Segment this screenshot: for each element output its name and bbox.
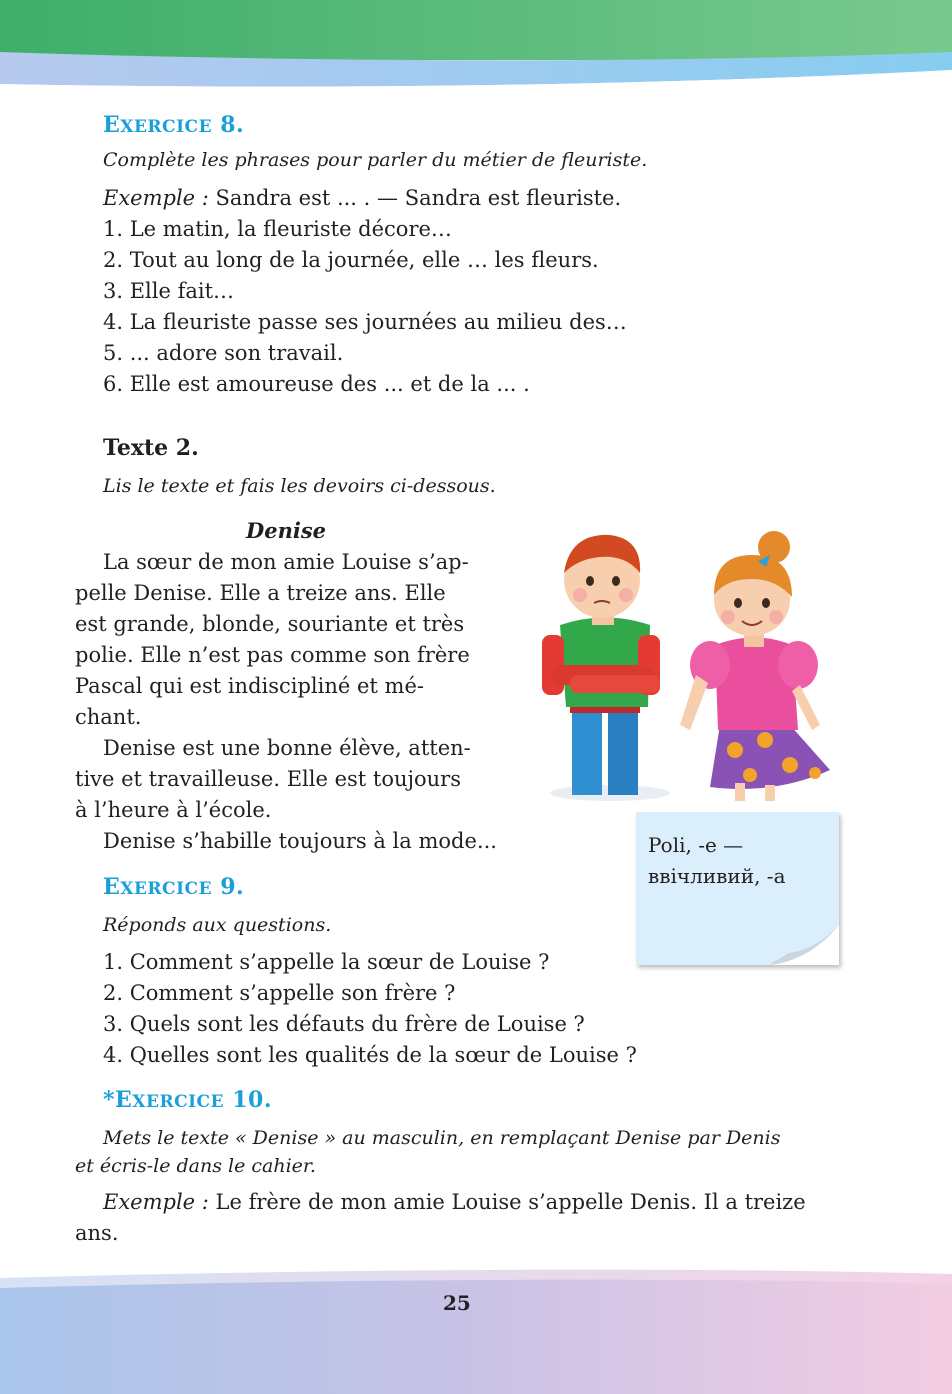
exercise-8-example: Exemple : Sandra est ... . — Sandra est fleuriste.	[103, 186, 622, 210]
story-line: Denise s’habille toujours à la mode...	[103, 829, 497, 853]
list-item: 4. La fleuriste passe ses journées au milieu des…	[103, 310, 627, 334]
list-item: 1. Le matin, la fleuriste décore…	[103, 217, 452, 241]
list-item: 6. Elle est amoureuse des ... et de la ... .	[103, 372, 530, 396]
note-line-1: Poli, -e —	[648, 833, 744, 857]
exercise-9-list	[103, 947, 637, 1071]
boy-figure	[542, 535, 670, 801]
list-item: 5. ... adore son travail.	[103, 341, 344, 365]
story-line: La sœur de mon amie Louise s’ap-	[103, 550, 469, 574]
story-title: Denise	[246, 518, 327, 543]
page-number: 25	[443, 1291, 471, 1315]
texte-2-instruction: Lis le texte et fais les devoirs ci-dessous.	[103, 475, 496, 497]
story-line: polie. Elle n’est pas comme son frère	[75, 643, 470, 667]
exercise-8-list	[103, 214, 627, 400]
exercise-8-instruction: Complète les phrases pour parler du métier de fleuriste.	[103, 149, 648, 171]
story-body	[75, 547, 498, 857]
top-decorative-band	[0, 0, 952, 100]
exercise-10-example-cont: ans.	[75, 1221, 119, 1245]
list-item: 2. Tout au long de la journée, elle … les fleurs.	[103, 248, 599, 272]
list-item: 3. Quels sont les défauts du frère de Louise ?	[103, 1012, 585, 1036]
story-line: Denise est une bonne élève, atten-	[103, 736, 471, 760]
list-item: 4. Quelles sont les qualités de la sœur de Louise ?	[103, 1043, 637, 1067]
exercise-9-instruction: Réponds aux questions.	[103, 914, 332, 936]
exercise-10-instruction	[103, 1124, 781, 1152]
page-curl-icon	[769, 925, 839, 965]
story-line: est grande, blonde, souriante et très	[75, 612, 465, 636]
exercise-10-example: Exemple : Le frère de mon amie Louise s’appelle Denis. Il a treize	[103, 1190, 806, 1214]
note-line-2: ввічливий, -а	[648, 864, 786, 888]
story-line: Pascal qui est indiscipliné et mé-	[75, 674, 424, 698]
boy-and-girl-illustration	[530, 525, 840, 805]
story-line: tive et travailleuse. Elle est toujours	[75, 767, 461, 791]
texte-2-heading: Texte 2.	[103, 435, 199, 461]
exercise-8-title: EXERCICE 8.	[103, 112, 245, 138]
list-item: 2. Comment s’appelle son frère ?	[103, 981, 456, 1005]
instruction-line: Mets le texte « Denise » au masculin, en remplaçant Denise par Denis	[103, 1127, 781, 1149]
bottom-decorative-band	[0, 1250, 952, 1394]
story-line: pelle Denise. Elle a treize ans. Elle	[75, 581, 446, 605]
exercise-10-instruction-cont: et écris-le dans le cahier.	[75, 1155, 316, 1177]
exercise-9-title: EXERCICE 9.	[103, 874, 245, 900]
list-item: 3. Elle fait…	[103, 279, 235, 303]
girl-figure	[680, 531, 830, 801]
story-line: chant.	[75, 705, 142, 729]
list-item: 1. Comment s’appelle la sœur de Louise ?	[103, 950, 550, 974]
story-line: à l’heure à l’école.	[75, 798, 272, 822]
exercise-10-title: *EXERCICE 10.	[103, 1087, 272, 1113]
vocabulary-note	[636, 812, 839, 965]
